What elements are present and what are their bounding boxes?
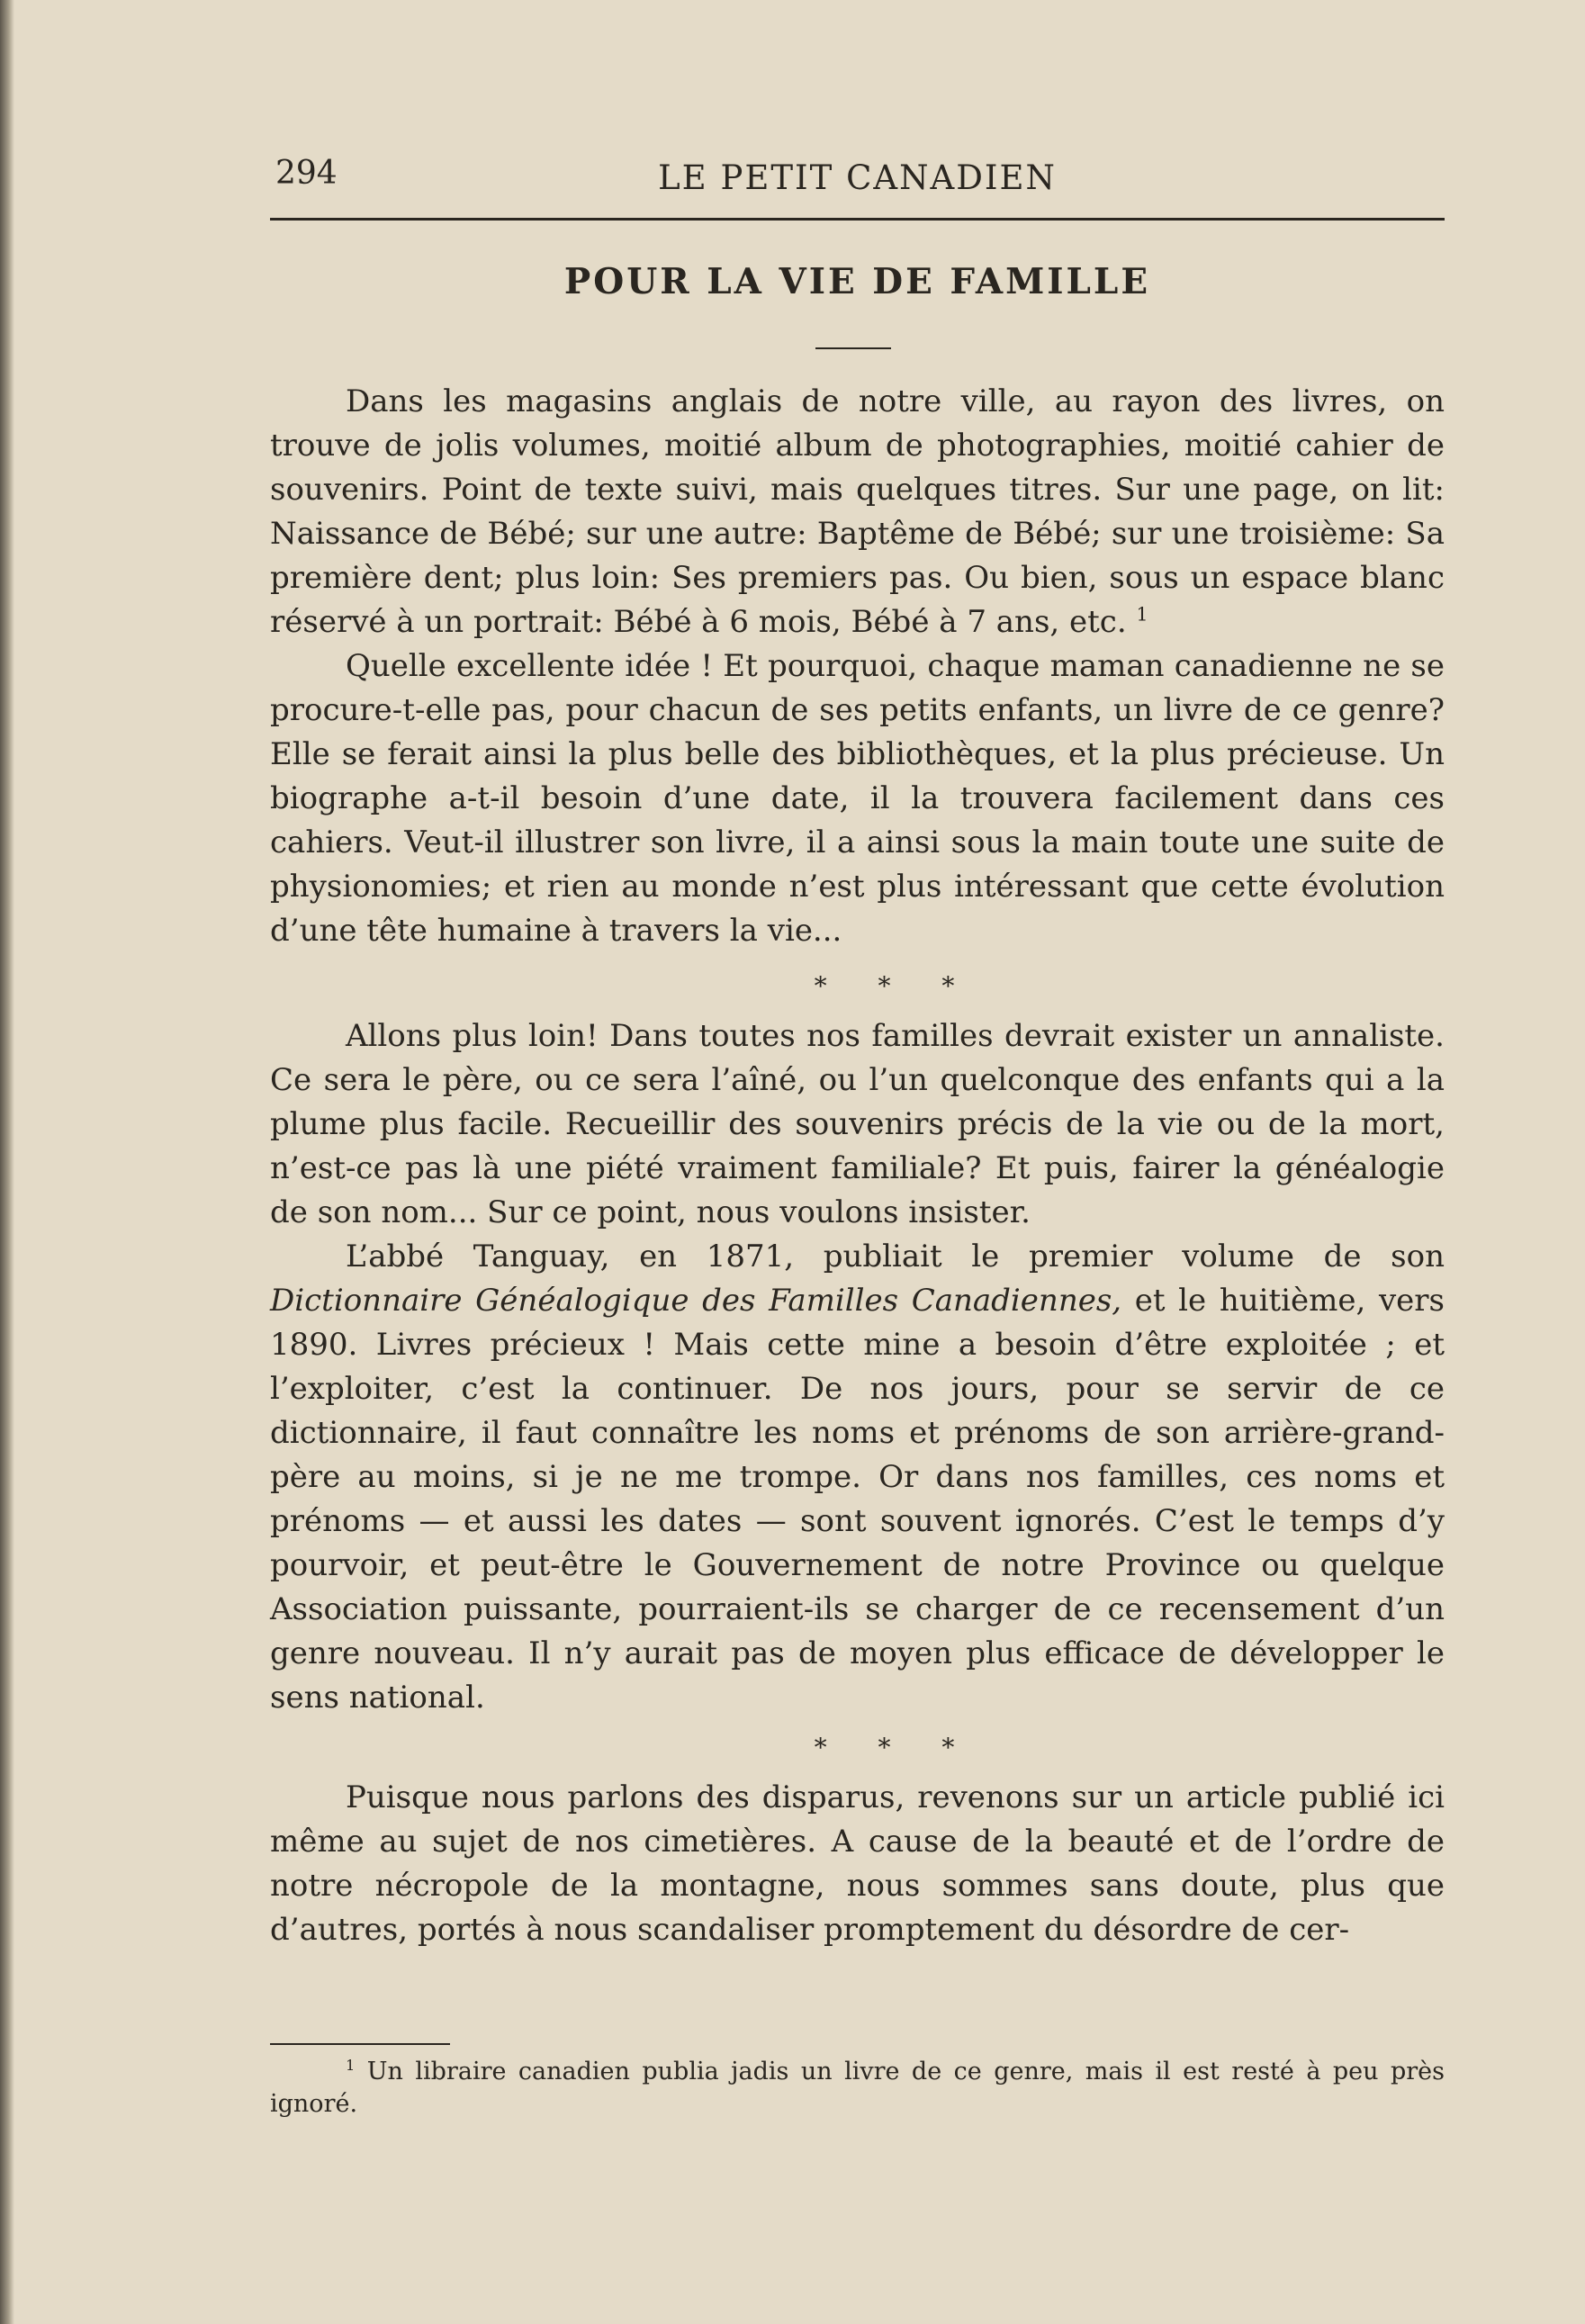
footnote-text: Un libraire canadien publia jadis un livre de ce genre, mais il est resté à peu près ignoré. bbox=[270, 2058, 1445, 2118]
footnote-area bbox=[270, 2043, 1445, 2121]
page-number: 294 bbox=[275, 155, 338, 192]
book-spine-shadow bbox=[0, 0, 14, 2324]
paragraph-5: Puisque nous parlons des disparus, revenons sur un article publié ici même au sujet de nos cimetières. A cause de la beauté et de l’ordre de notre nécropole de la montagne, nous sommes sans doute, plus que d’autres, portés à nous scandaliser promptement du désordre de cer- bbox=[270, 1779, 1445, 1948]
article-title: POUR LA VIE DE FAMILLE bbox=[563, 261, 1151, 302]
section-separator: * * * bbox=[814, 1733, 977, 1762]
header-rule bbox=[270, 218, 1445, 221]
footnote-reference: 1 bbox=[1136, 603, 1148, 626]
footnote-rule bbox=[270, 2043, 450, 2045]
running-head bbox=[270, 144, 1445, 207]
paragraph-1-text: Dans les magasins anglais de notre ville, au rayon des livres, on trouve de jolis volumes, moitié album de photographies, moitié cahier de souvenirs. Point de texte suivi, mais quelques titres. Sur une page, on lit: Naissance de Bébé; sur une autre: Baptême de Bébé; sur une troisième: Sa première dent; plus loin: Ses premiers pas. Ou bien, sous un espace blanc réservé à un portrait: Bébé à 6 mois, Bébé à 7 ans, etc. bbox=[270, 383, 1445, 640]
paragraph-1 bbox=[270, 380, 1445, 644]
paragraph-4-end: et le huitième, vers 1890. Livres précieux ! Mais cette mine a besoin d’être exploitée ; et l’exploiter, c’est la continuer. De nos jours, pour se servir de ce dictionnaire, il faut connaître les noms et prénoms de son arrière-grand-père au moins, si je ne me trompe. Or dans nos familles, ces noms et prénoms — et aussi les dates — sont souvent ignorés. C’est le temps d’y pourvoir, et peut-être le Gouvernement de notre Province ou quelque Association puissante, pourraient-ils se charger de ce recensement d’un genre nouveau. Il n’y aurait pas de moyen plus efficace de développer le sens national. bbox=[270, 1283, 1445, 1716]
journal-title: LE PETIT CANADIEN bbox=[658, 158, 1057, 197]
dictionary-title: Dictionnaire Généalogique des Familles Canadiennes, bbox=[270, 1283, 1122, 1319]
footnote bbox=[270, 2056, 1445, 2121]
article-body bbox=[270, 380, 1445, 1952]
title-rule bbox=[815, 347, 891, 349]
paragraph-2: Quelle excellente idée ! Et pourquoi, chaque maman canadienne ne se procure-t-elle pas, pour chacun de ses petits enfants, un livre de ce genre? Elle se ferait ainsi la plus belle des bibliothèques, et la plus précieuse. Un biographe a-t-il besoin d’une date, il la trouvera facilement dans ces cahiers. Veut-il illustrer son livre, il a ainsi sous la main toute une suite de physionomies; et rien au monde n’est plus intéressant que cette évolution d’une tête humaine à travers la vie... bbox=[270, 648, 1445, 949]
paragraph-4 bbox=[270, 1235, 1445, 1720]
paragraph-4-start: L’abbé Tanguay, en 1871, publiait le premier volume de son bbox=[346, 1239, 1445, 1275]
paragraph-3: Allons plus loin! Dans toutes nos familles devrait exister un annaliste. Ce sera le père, ou ce sera l’aîné, ou l’un quelconque des enfants qui a la plume plus facile. Recueillir des souvenirs précis de la vie ou de la mort, n’est-ce pas là une piété vraiment familiale? Et puis, fairer la généalogie de son nom... Sur ce point, nous voulons insister. bbox=[270, 1018, 1445, 1230]
book-page bbox=[270, 144, 1445, 2205]
section-separator: * * * bbox=[814, 971, 977, 1001]
footnote-number: 1 bbox=[346, 2057, 356, 2074]
